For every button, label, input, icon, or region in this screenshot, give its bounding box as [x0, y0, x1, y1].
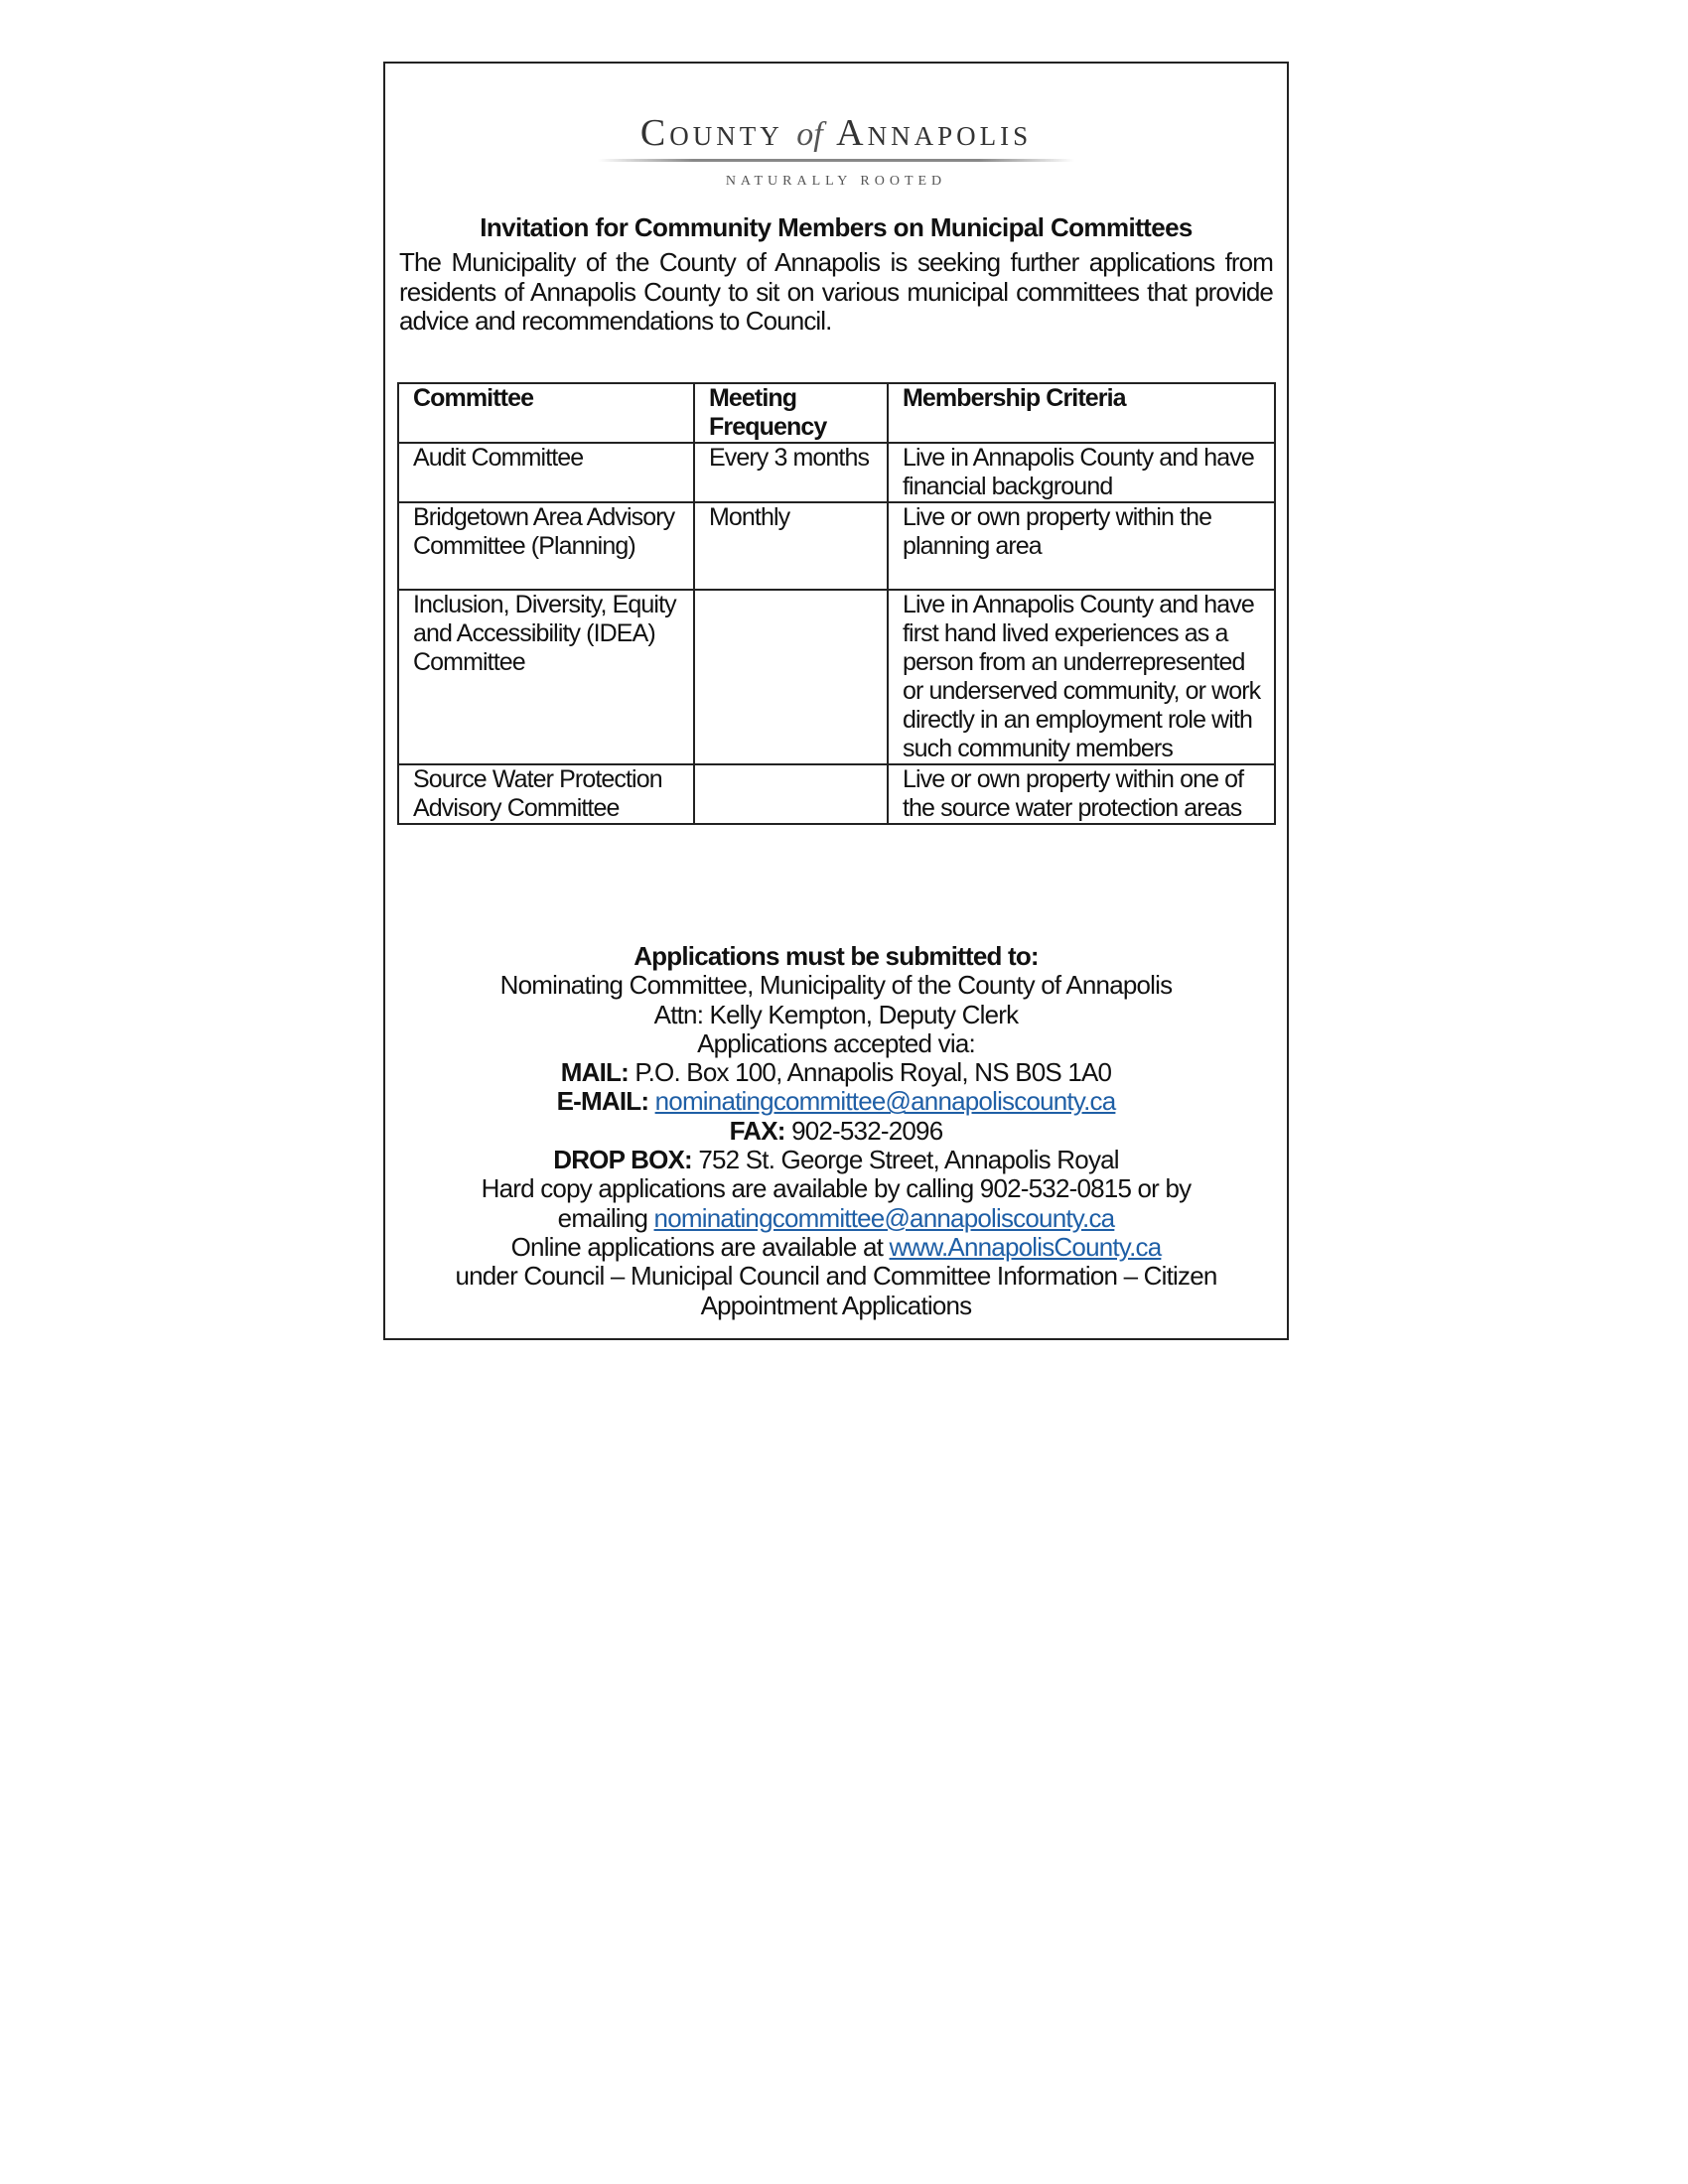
- cell-criteria: Live in Annapolis County and have first hand lived experiences as a person from an underrepresented or underserved community, or work directly in an employment role with such community members: [888, 590, 1275, 764]
- apply-via: Applications accepted via:: [697, 1027, 975, 1058]
- apply-heading: Applications must be submitted to:: [633, 941, 1039, 971]
- document-frame: [383, 62, 1289, 1340]
- cell-committee: Bridgetown Area Advisory Committee (Planning): [398, 502, 694, 590]
- website-path: under Council – Municipal Council and Committee Information – Citizen Appointment Applications: [455, 1261, 1217, 1320]
- county-logo: [385, 111, 1287, 190]
- cell-committee: Inclusion, Diversity, Equity and Accessibility (IDEA) Committee: [398, 590, 694, 764]
- mail-line: MAIL: P.O. Box 100, Annapolis Royal, NS B0S 1A0: [560, 1057, 1112, 1088]
- cell-frequency: [694, 764, 888, 824]
- email-link-2[interactable]: nominatingcommittee@annapoliscounty.ca: [653, 1202, 1115, 1233]
- table-row: [398, 764, 1275, 824]
- table-row: [398, 502, 1275, 590]
- intro-paragraph: The Municipality of the County of Annapolis is seeking further applications from residents of Annapolis County to sit on various municipal committees that provide advice and recommendations to Council.: [399, 247, 1273, 336]
- email-link[interactable]: nominatingcommittee@annapoliscounty.ca: [654, 1086, 1116, 1117]
- header-frequency: Meeting Frequency: [694, 383, 888, 443]
- cell-frequency: Monthly: [694, 502, 888, 590]
- fax-line: FAX: 902-532-2096: [729, 1115, 943, 1146]
- logo-wordmark: County of Annapolis: [639, 112, 1033, 154]
- committees-table: [397, 382, 1276, 825]
- cell-frequency: Every 3 months: [694, 443, 888, 502]
- cell-frequency: [694, 590, 888, 764]
- apply-to: Nominating Committee, Municipality of the County of Annapolis: [499, 970, 1173, 1001]
- cell-criteria: Live or own property within one of the source water protection areas: [888, 764, 1275, 824]
- apply-attn: Attn: Kelly Kempton, Deputy Clerk: [653, 999, 1019, 1029]
- cell-committee: Source Water Protection Advisory Committee: [398, 764, 694, 824]
- application-info: [385, 942, 1287, 1320]
- dropbox-line: DROP BOX: 752 St. George Street, Annapolis Royal: [553, 1145, 1119, 1175]
- email-line: E-MAIL: nominatingcommittee@annapoliscounty.ca: [556, 1086, 1116, 1117]
- table-row: [398, 590, 1275, 764]
- emailing-line: emailing nominatingcommittee@annapoliscounty.ca: [557, 1202, 1115, 1233]
- online-line: Online applications are available at www.AnnapolisCounty.ca: [510, 1231, 1162, 1262]
- header-criteria: Membership Criteria: [888, 383, 1275, 443]
- table-header-row: [398, 383, 1275, 443]
- cell-committee: Audit Committee: [398, 443, 694, 502]
- page-title: Invitation for Community Members on Municipal Committees: [480, 212, 1193, 242]
- hardcopy-line: Hard copy applications are available by calling 902-532-0815 or by: [481, 1173, 1192, 1204]
- table-row: [398, 443, 1275, 502]
- logo-tagline: NATURALLY ROOTED: [725, 174, 947, 189]
- website-link[interactable]: www.AnnapolisCounty.ca: [889, 1231, 1162, 1262]
- header-committee: Committee: [398, 383, 694, 443]
- cell-criteria: Live or own property within the planning area: [888, 502, 1275, 590]
- cell-criteria: Live in Annapolis County and have financial background: [888, 443, 1275, 502]
- logo-rule: [598, 159, 1074, 162]
